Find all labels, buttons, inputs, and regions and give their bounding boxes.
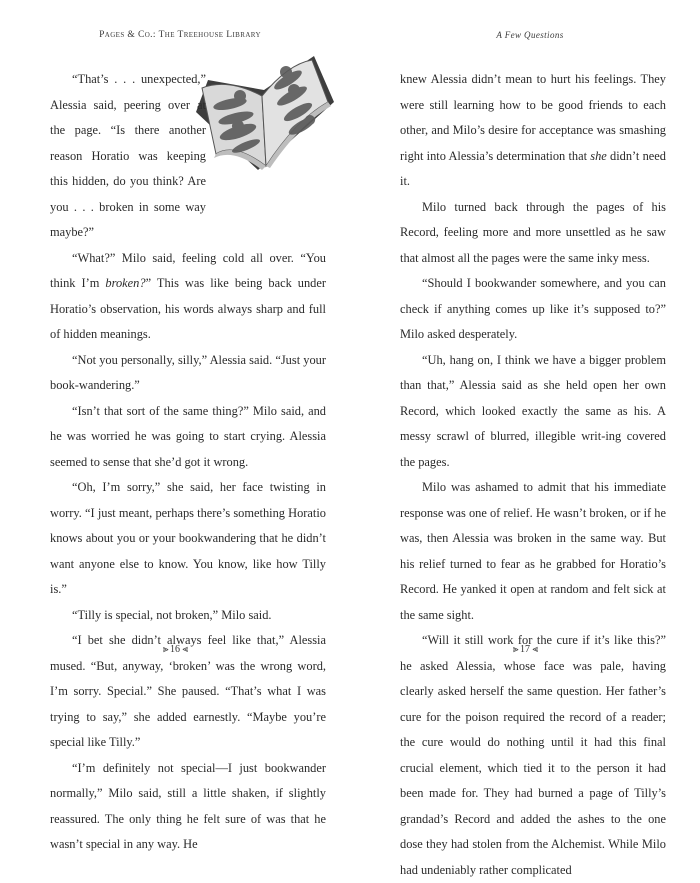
paragraph: “Will it still work for the cure if it’s like this?” he asked Alessia, whose face was pale, having clearly asked herself the same question. Her father’s cure for the poison required the record of a reader; the cure would do nothing until it had this final crucial element, which tied it to the person it had been made for. They had burned a page of Tilly’s grandad’s Record and added the ashes to the one dose they had stolen from the Alchemist. While Milo had undeniably rather complicated <box>400 633 666 877</box>
right-page-body-text <box>400 67 666 883</box>
left-page-body-text <box>50 67 326 858</box>
paragraph: Milo turned back through the pages of his Record, feeling more and more unsettled as he saw that almost all the pages were the same inky mess. <box>400 199 666 265</box>
folio-ornament-right-icon: ⫷ <box>532 644 538 655</box>
page-number-value: 16 <box>170 644 180 655</box>
paragraph: “Should I bookwander somewhere, and you can check if anything comes up like it’s supposed to?” Milo asked desperately. <box>400 276 666 341</box>
folio-ornament-left-icon: ⫸ <box>512 644 518 655</box>
right-page <box>350 0 700 877</box>
folio-ornament-right-icon: ⫷ <box>182 644 188 655</box>
paragraph: “Isn’t that sort of the same thing?” Milo said, and he was worried he was going to start crying. Alessia seemed to sense that she’d got it wrong. <box>50 403 326 469</box>
paragraph: “Tilly is special, not broken,” Milo said. <box>72 607 272 622</box>
paragraph: “Uh, hang on, I think we have a bigger problem than that,” Alessia said as she held open her own Record, which looked exactly the same as his. A messy scrawl of blurred, illegible writ-ing covered the pages. <box>400 352 666 469</box>
page-number-value: 17 <box>520 644 530 655</box>
folio-ornament-left-icon: ⫸ <box>162 644 168 655</box>
page-number <box>350 644 700 655</box>
running-head-chapter-title: A Few Questions <box>496 30 564 40</box>
paragraph: “I’m definitely not special—I just bookwander normally,” Milo said, still a little shaken, if slightly reassured. The only thing he felt sure of was that he wasn’t special in any way. He <box>50 760 326 851</box>
page-number <box>0 644 350 655</box>
paragraph: “What?” Milo said, feeling cold all over. “You think I’m broken?” This was like being back under Horatio’s observation, his words always sharp and full of hidden meanings. <box>50 250 327 341</box>
paragraph: Milo was ashamed to admit that his immediate response was one of relief. He wasn’t broken, or if he was, then Alessia was broken in the same way. But his relief turned to fear as he grabbed for Horatio’s Record. He yanked it open at random and felt sick at the same sight. <box>400 480 666 622</box>
paragraph: knew Alessia didn’t mean to hurt his feelings. They were still learning how to be good friends to each other, and Milo’s desire for acceptance was smashing right into Alessia’s determination that she didn’t need it. <box>400 72 666 188</box>
paragraph: “Oh, I’m sorry,” she said, her face twisting in worry. “I just meant, perhaps there’s something Horatio knows about you or your bookwandering that he didn’t want anyone else to know. You know, like how Tilly is.” <box>50 480 326 596</box>
running-head-book-title: Pages & Co.: The Treehouse Library <box>99 30 261 40</box>
left-page <box>0 0 350 851</box>
paragraph: “I bet she didn’t always feel like that,” Alessia mused. “But, anyway, ‘broken’ was the wrong word, I’m sorry. Special.” She paused. “That’s what I was trying to say,” she added earnestly. “Maybe you’re special like Tilly.” <box>50 633 326 749</box>
paragraph: “That’s . . . unexpected,” Alessia said, peering over at the page. “Is there another reason Horatio was keeping this hidden, do you think? Are you . . . broken in some way maybe?” <box>50 72 206 239</box>
paragraph: “Not you personally, silly,” Alessia said. “Just your book-wandering.” <box>50 352 326 392</box>
